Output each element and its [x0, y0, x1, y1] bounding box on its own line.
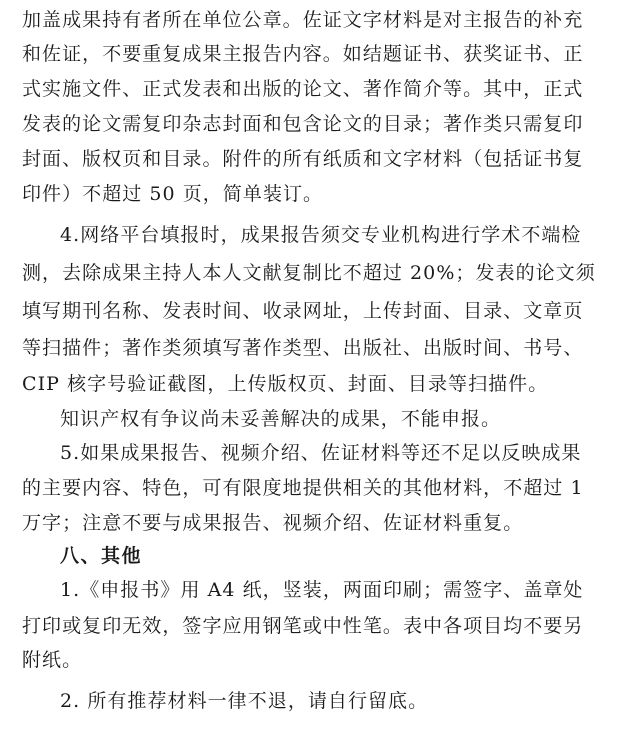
paragraph-line: 和佐证，不要重复成果主报告内容。如结题证书、获奖证书、正 — [22, 43, 584, 65]
other-item-1-line: 1.《申报书》用 A4 纸，竖装，两面印刷；需签字、盖章处 — [60, 579, 584, 601]
paragraph-line: 式实施文件、正式发表和出版的论文、著作简介等。其中，正式 — [22, 78, 584, 100]
paragraph-line: 加盖成果持有者所在单位公章。佐证文字材料是对主报告的补充 — [22, 9, 584, 31]
section-heading-other: 八、其他 — [60, 545, 143, 567]
paragraph-line: 的主要内容、特色，可有限度地提供相关的其他材料，不超过 1 — [22, 477, 584, 499]
paragraph-line: 附纸。 — [22, 649, 83, 671]
paragraph-line: 填写期刊名称、发表时间、收录网址，上传封面、目录、文章页 — [22, 300, 584, 322]
paragraph-line: 印件）不超过 50 页，简单装订。 — [22, 183, 324, 205]
ip-notice-line: 知识产权有争议尚未妥善解决的成果，不能申报。 — [60, 408, 502, 430]
paragraph-line: 万字；注意不要与成果报告、视频介绍、佐证材料重复。 — [22, 512, 524, 534]
paragraph-line: 等扫描件；著作类须填写著作类型、出版社、出版时间、书号、 — [22, 337, 584, 359]
item-5-line: 5.如果成果报告、视频介绍、佐证材料等还不足以反映成果 — [60, 442, 582, 464]
other-item-2-line: 2. 所有推荐材料一律不退，请自行留底。 — [60, 690, 429, 712]
paragraph-line: 测，去除成果主持人本人文献复制比不超过 20%；发表的论文须 — [22, 262, 596, 284]
paragraph-line: 发表的论文需复印杂志封面和包含论文的目录；著作类只需复印 — [22, 113, 584, 135]
item-4-line: 4.网络平台填报时，成果报告须交专业机构进行学术不端检 — [60, 224, 582, 246]
paragraph-line: 封面、版权页和目录。附件的所有纸质和文字材料（包括证书复 — [22, 148, 584, 170]
paragraph-line: CIP 核字号验证截图，上传版权页、封面、目录等扫描件。 — [22, 373, 549, 395]
paragraph-line: 打印或复印无效，签字应用钢笔或中性笔。表中各项目均不要另 — [22, 615, 584, 637]
